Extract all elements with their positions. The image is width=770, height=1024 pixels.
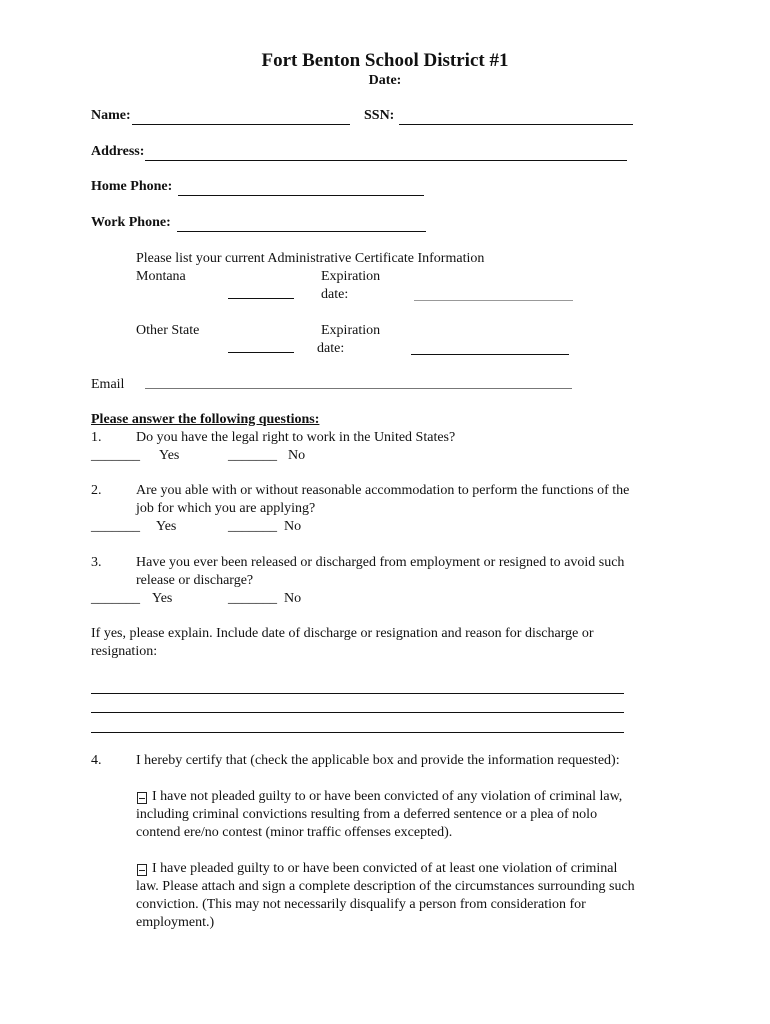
- address-field[interactable]: [91, 143, 627, 161]
- page-title: Fort Benton School District #1: [261, 50, 509, 71]
- name-input-line[interactable]: [132, 110, 350, 125]
- option-b-checkbox[interactable]: [137, 864, 147, 876]
- option-a-checkbox[interactable]: [137, 792, 147, 804]
- home-phone-input-line[interactable]: [178, 181, 424, 196]
- date-label: Date:: [368, 73, 402, 88]
- ssn-input-line[interactable]: [399, 110, 633, 125]
- q2-yes-label: Yes: [156, 519, 177, 534]
- q1-no-label: No: [288, 448, 306, 463]
- q2-no-label: No: [284, 519, 302, 534]
- work-phone-label: Work Phone:: [91, 215, 171, 230]
- email-label: Email: [91, 377, 125, 392]
- q2-no-blank[interactable]: _______: [228, 519, 277, 534]
- q3-text-line2: release or discharge?: [136, 573, 254, 588]
- q1-yes-label: Yes: [159, 448, 180, 463]
- other-state-certificate-line[interactable]: [228, 352, 294, 353]
- q1-no-blank[interactable]: _______: [228, 448, 277, 463]
- address-label: Address:: [91, 144, 145, 159]
- option-b-line4: employment.): [136, 915, 215, 930]
- home-phone-label: Home Phone:: [91, 179, 173, 194]
- name-field[interactable]: [91, 107, 350, 125]
- explain-text-line2: resignation:: [91, 644, 158, 659]
- q2-number: 2.: [91, 483, 102, 498]
- explain-text-line1: If yes, please explain. Include date of discharge or resignation and reason for discharge or: [91, 626, 594, 641]
- q2-yes-blank[interactable]: _______: [91, 519, 140, 534]
- explain-line-1[interactable]: [91, 693, 624, 694]
- q3-no-label: No: [284, 591, 302, 606]
- option-b-line2: law. Please attach and sign a complete description of the circumstances surrounding such: [136, 879, 635, 894]
- q3-yes-label: Yes: [152, 591, 173, 606]
- work-phone-input-line[interactable]: [177, 217, 426, 232]
- email-input-line[interactable]: [145, 388, 572, 389]
- other-state-label: Other State: [136, 323, 200, 338]
- address-input-line[interactable]: [145, 146, 627, 161]
- q2-text-line1: Are you able with or without reasonable accommodation to perform the functions of the: [136, 483, 630, 498]
- questions-heading: Please answer the following questions:: [91, 412, 320, 427]
- montana-certificate-line[interactable]: [228, 298, 294, 299]
- home-phone-field[interactable]: [91, 178, 424, 196]
- name-label: Name:: [91, 108, 131, 123]
- q1-number: 1.: [91, 430, 102, 445]
- q4-text: I hereby certify that (check the applicable box and provide the information requested):: [136, 753, 620, 768]
- q3-no-blank[interactable]: _______: [228, 591, 277, 606]
- other-state-expiration-line[interactable]: [411, 354, 569, 355]
- q3-yes-blank[interactable]: _______: [91, 591, 140, 606]
- option-a-line2: including criminal convictions resulting from a deferred sentence or a plea of nolo: [136, 807, 598, 822]
- montana-expiration-line[interactable]: [414, 300, 573, 301]
- q2-text-line2: job for which you are applying?: [136, 501, 316, 516]
- q3-text-line1: Have you ever been released or discharged from employment or resigned to avoid such: [136, 555, 625, 570]
- q3-number: 3.: [91, 555, 102, 570]
- option-b-line1: I have pleaded guilty to or have been convicted of at least one violation of criminal: [152, 861, 618, 876]
- explain-line-3[interactable]: [91, 732, 624, 733]
- q4-number: 4.: [91, 753, 102, 768]
- option-a-line3: contend ere/no contest (minor traffic offenses excepted).: [136, 825, 453, 840]
- montana-expiration-label: Expiration: [321, 269, 381, 284]
- ssn-label: SSN:: [364, 108, 395, 123]
- montana-date-label: date:: [321, 287, 349, 302]
- ssn-field[interactable]: [364, 107, 633, 125]
- other-state-date-label: date:: [317, 341, 345, 356]
- other-state-expiration-label: Expiration: [321, 323, 381, 338]
- q1-text: Do you have the legal right to work in the United States?: [136, 430, 456, 445]
- work-phone-field[interactable]: [91, 214, 426, 232]
- option-a-line1: I have not pleaded guilty to or have been convicted of any violation of criminal law,: [152, 789, 623, 804]
- certificate-intro: Please list your current Administrative Certificate Information: [136, 251, 485, 266]
- option-b-line3: conviction. (This may not necessarily disqualify a person from consideration for: [136, 897, 586, 912]
- explain-line-2[interactable]: [91, 712, 624, 713]
- montana-label: Montana: [136, 269, 186, 284]
- q1-yes-blank[interactable]: _______: [91, 448, 140, 463]
